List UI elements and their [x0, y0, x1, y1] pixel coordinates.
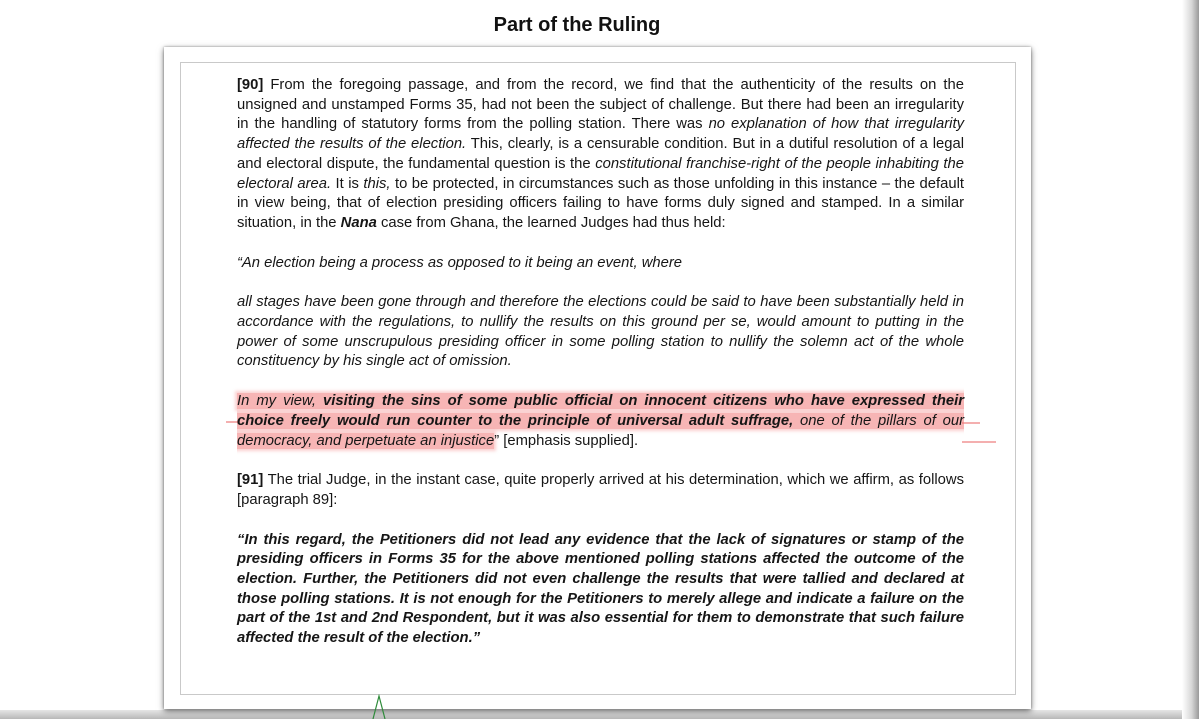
paragraph-91	[237, 471, 964, 510]
text-run: case from Ghana, the learned Judges had thus held:	[376, 214, 726, 231]
final-quote	[237, 531, 964, 649]
text-run: The trial Judge, in the instant case, quite properly arrived at his determination, which we affirm, as follows [paragraph 89]:	[237, 472, 964, 508]
window-right-edge	[1182, 0, 1199, 719]
quote-paragraph	[237, 293, 964, 372]
text-run-italic: all stages have been gone through and therefore the elections could be said to have been substantially held in accordance with the regulations, to nullify the results on this ground per se, would amount to putting in the power of some unscrupulous presiding officer in some polling station to nullify the solemn act of the whole constituency by his single act of omission.	[237, 294, 964, 370]
text-run: From the foregoing passage, and from the record, we find that the authenticity of the results on the unsigned and unstamped Forms 35, had not been the subject of challenge. But there had been an irregularity in the handling of statutory forms from the polling station. There was	[237, 77, 964, 133]
paragraph-number: [90]	[237, 77, 264, 93]
text-run: It is	[331, 175, 364, 192]
highlight-stroke-right-2	[962, 441, 996, 443]
ruling-text	[237, 76, 964, 649]
text-run: This, clearly, is a censurable condition. But in a dutiful resolution of a legal and electoral dispute, the fundamental question is the	[237, 136, 964, 172]
text-run-italic: this,	[363, 175, 391, 192]
text-run-bold-italic: visiting the sins of some public official on innocent citizens who have expressed their choice freely would run counter to the principle of universal adult suffrage,	[237, 393, 964, 429]
paragraph-number: [91]	[237, 472, 264, 489]
text-run: ” [emphasis supplied].	[494, 432, 639, 449]
quote-opening-line	[237, 254, 964, 274]
text-run-italic: no explanation of how that irregularity affected the results of the election.	[237, 116, 964, 153]
text-run-italic: “An election being a process as opposed to it being an event, where	[237, 254, 683, 271]
text-run-bold-italic: “In this regard, the Petitioners did not lead any evidence that the lack of signatures or stamp of the presiding officers in Forms 35 for the above mentioned polling stations affected the outcome of the election. Further, the Petitioners did not even challenge the results that were tallied and declared at those polling stations. It is not enough for the Petitioners to merely allege and indicate a failure on the part of the 1st and 2nd Respondent, but it was also essential for them to demonstrate that such failure affected the result of the election.”	[237, 531, 964, 647]
page-title: Part of the Ruling	[493, 14, 661, 36]
highlight-stroke-right	[962, 422, 980, 424]
case-name: Nana	[340, 214, 377, 231]
chart-glyph-icon	[372, 694, 386, 719]
text-run-italic: one of the pillars of our democracy, and perpetuate an injustice	[237, 412, 965, 449]
text-run-italic: constitutional franchise-right of the people inhabiting the electoral area.	[237, 155, 964, 192]
highlighted-quote-paragraph	[237, 392, 964, 451]
bottom-edge	[0, 710, 1182, 719]
text-run: to be protected, in circumstances such as those unfolding in this instance – the default in view being, that of election presiding officers failing to have forms duly signed and stamped. In a similar situation, in the	[237, 175, 964, 231]
text-run-italic: In my view,	[237, 393, 324, 410]
paragraph-90	[237, 76, 964, 234]
